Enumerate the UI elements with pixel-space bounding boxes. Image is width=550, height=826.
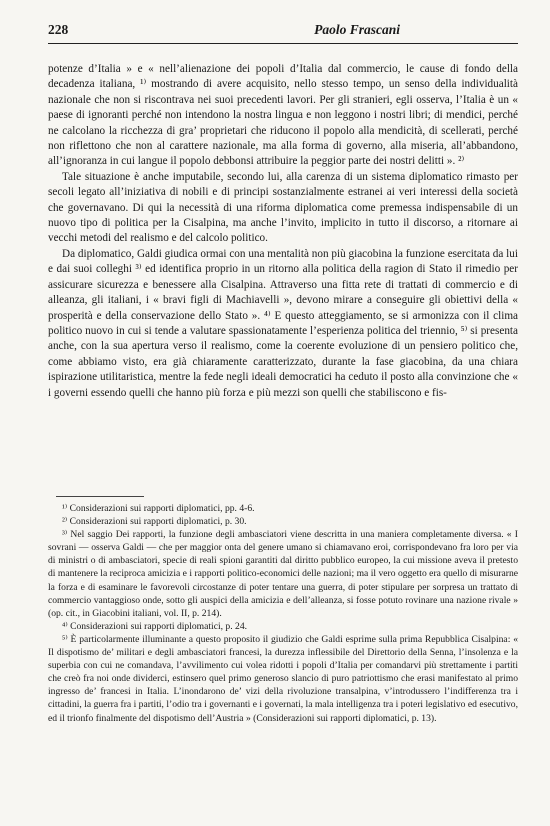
paragraph-2: Tale situazione è anche imputabile, secondo lui, alla carenza di un sistema diplomatico rimasto per secoli legato all’iniziativa di nobili e di principi sostanzialmente estranei ai veri interessi della società che governavano. Di qui la necessità di una riforma diplomatica come premessa indispensabile di un nuovo tipo di politica per la Cisalpina, ma anche l’invito, implicito in tutto il discorso, a ritornare ai vecchi metodi del realismo e del calcolo politico.: [48, 170, 518, 245]
page-number: 228: [48, 22, 69, 37]
paragraph-1: potenze d’Italia » e « nell’alienazione dei popoli d’Italia dal commercio, le cause di fondo della decadenza italiana, ¹⁾ mostrando di avere acquisito, nello stesso tempo, un senso della individualità nazionale che non si riscontrava nei suoi precedenti lavori. Per gli stranieri, egli osserva, l’Italia è un « paese di ignoranti perché non intendono la nostra lingua e non leggono i nostri libri; di mendici, perché ne calcolano la ricchezza di gra’ proprietari che riducono il popolo alla mendicità, di scellerati, perché non riflettono che non al carattere nazionale, ma alla forma di governo, alla miseria, all’abbandono, all’ignoranza in cui langue il popolo debbonsi attribuire la peggior parte dei nostri delitti ». ²⁾: [48, 63, 518, 168]
header-rule: [48, 43, 518, 44]
running-author: Paolo Frascani: [314, 22, 400, 37]
footnote-3: ³⁾ Nel saggio Dei rapporti, la funzione degli ambasciatori viene descritta in una maniera completamente diversa. « I sovrani — osserva Galdi — che per maggior onta del genere umano si chiamavano eroi, corrispondevano fra loro per via di ministri o di ambasciatori, specie di reali spioni garantiti dal diritto pubblico europeo, la cui missione aveva il pretesto di mantenere la reciproca amicizia e i rapporti politico-economici delle nazioni; ma il vero oggetto era quello di misurarne la forza e di esaminare le favorevoli circostanze di poter tentare una guerra, di poter stipulare per sorpresa un trattato di commercio vantaggioso onde, sotto gli auspici della amicizia e dell’alleanza, si fosse potuto rovinare una nazione rivale » (op. cit., in Giacobini italiani, vol. II, p. 214).: [48, 529, 518, 619]
footnote-5: ⁵⁾ È particolarmente illuminante a questo proposito il giudizio che Galdi esprime sulla prima Repubblica Cisalpina: « Il dispotismo de’ militari e degli ambasciatori francesi, la durezza inflessibile del Direttorio della Senna, l’insolenza e la superbia con cui ne comandava, l’avvilimento cui volea ridotti i popoli d’Italia per comandarvi più strettamente i partiti che creò fra noi onde dividerci, estinsero quel primo generoso slancio di puro patriottismo che erasi manifestato al primo ingresso de’ francesi in Italia. L’inondarono de’ vizi della rivoluzione transalpina, v’introdussero l’indifferenza tra i cittadini, la guerra fra i partiti, l’odio tra i governanti e i governati, la mala intelligenza tra i poteri legislativo ed esecutivo, ed il trionfo finalmente del dispotismo dell’Austria » (Considerazioni sui rapporti diplomatici, p. 13).: [48, 633, 518, 724]
footnotes: [48, 502, 518, 725]
footnote-4: ⁴⁾ Considerazioni sui rapporti diplomatici, p. 24.: [62, 620, 248, 632]
footnote-2: ²⁾ Considerazioni sui rapporti diplomatici, p. 30.: [62, 516, 247, 528]
paragraph-3: Da diplomatico, Galdi giudica ormai con una mentalità non più giacobina la funzione esercitata da lui e dai suoi colleghi ³⁾ ed identifica proprio in un ritorno alla politica della ragion di Stato il rimedio per assicurare sicurezza e benessere alla Cisalpina. Attraverso una fitta rete di trattati di commercio e di alleanza, gli italiani, i « bravi figli di Machiavelli », devono mirare a conseguire gli obiettivi della « prosperità e della conservazione dello Stato ». ⁴⁾ E questo atteggiamento, se si armonizza con il clima politico nuovo in cui si tende a valutare spassionatamente l’esperienza politica del triennio, ⁵⁾ si presenta anche, con la sua apertura verso il realismo, come la coerente evoluzione di un pensiero politico che, come abbiamo visto, era già chiaramente caratterizzato, durante la fase giacobina, da una chiara ispirazione utilitaristica, mentre la fede negli ideali democratici ha ceduto il posto alla convinzione che « i governi essendo quelli che hanno più forza e più mezzi son quelli che stabiliscono e fis-: [48, 247, 518, 399]
running-header: [48, 22, 518, 38]
main-text: [48, 62, 518, 401]
footnote-rule: [56, 496, 144, 497]
footnote-1: ¹⁾ Considerazioni sui rapporti diplomatici, pp. 4-6.: [62, 503, 255, 514]
